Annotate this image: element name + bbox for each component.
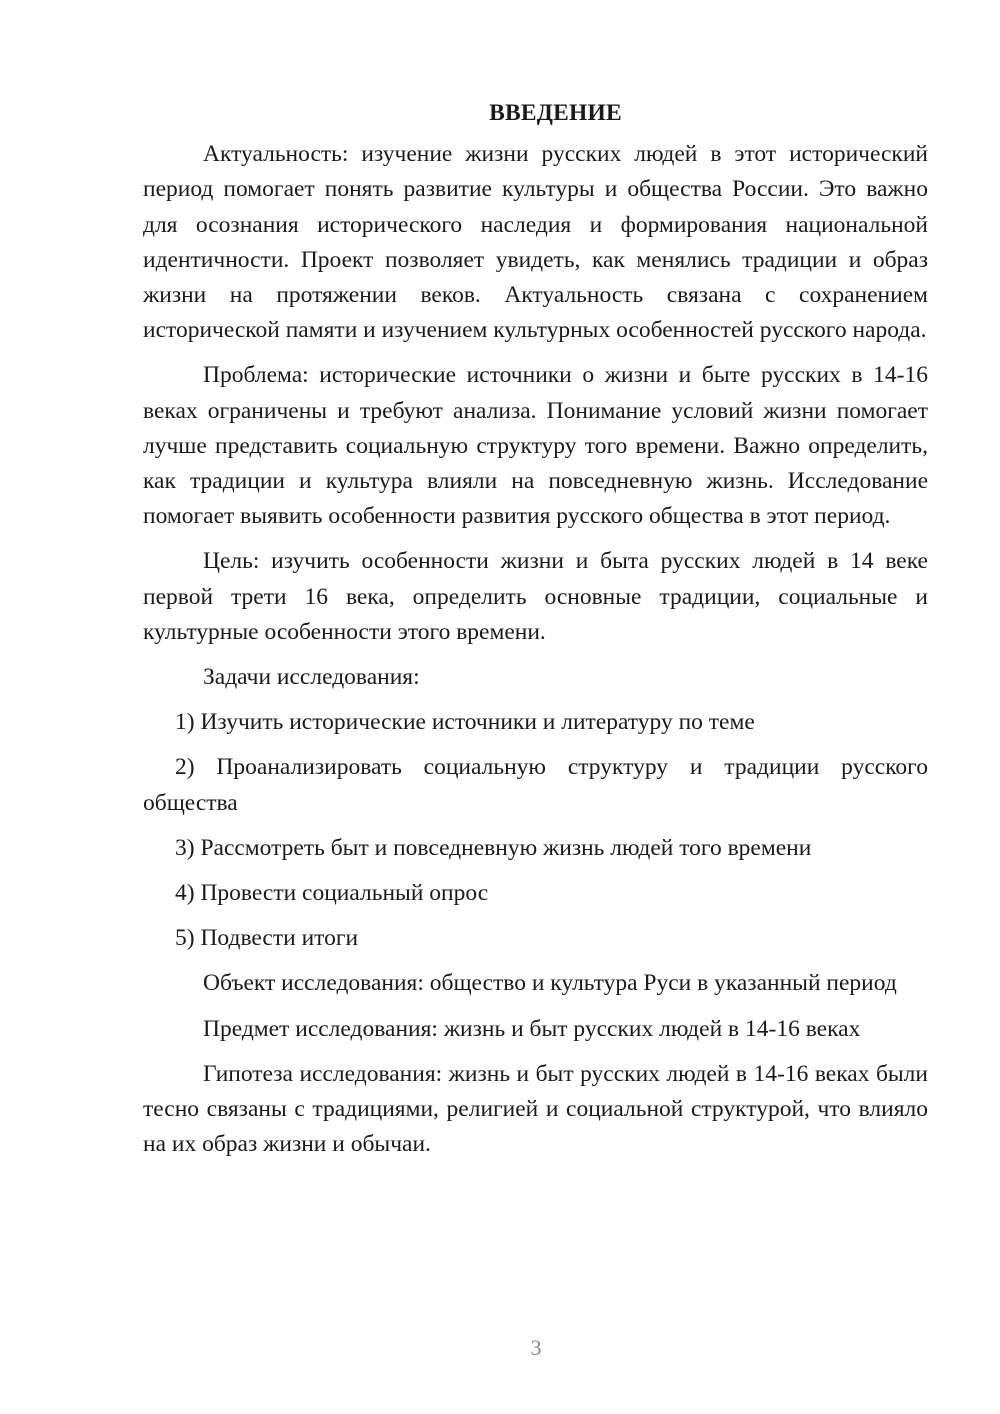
document-body	[143, 96, 928, 1172]
research-object-paragraph: Объект исследования: общество и культура Руси в указанный период	[203, 970, 897, 997]
relevance-paragraph: Актуальность: изучение жизни русских людей в этот исторический период помогает понять развитие культуры и общества России. Это важно для осознания исторического наследия и формирования национальной идентичности. Проект позволяет увидеть, как менялись традиции и образ жизни на протяжении веков. Актуальность связана с сохранением исторической памяти и изучением культурных особенностей русского народа.	[143, 141, 928, 344]
tasks-heading: Задачи исследования:	[203, 664, 420, 691]
task-item: 4) Провести социальный опрос	[175, 880, 489, 907]
page-number: 3	[530, 1335, 542, 1360]
task-item: 3) Рассмотреть быт и повседневную жизнь людей того времени	[175, 834, 812, 861]
hypothesis-paragraph: Гипотеза исследования: жизнь и быт русских людей в 14-16 веках были тесно связаны с традициями, религией и социальной структурой, что влияло на их образ жизни и обычаи.	[143, 1060, 928, 1158]
section-title: ВВЕДЕНИЕ	[489, 100, 622, 126]
task-item: 2) Проанализировать социальную структуру и традиции русского общества	[143, 754, 928, 816]
goal-paragraph: Цель: изучить особенности жизни и быта русских людей в 14 веке первой трети 16 века, определить основные традиции, социальные и культурные особенности этого времени.	[143, 548, 928, 645]
problem-paragraph: Проблема: исторические источники о жизни и быте русских в 14-16 веках ограничены и требуют анализа. Понимание условий жизни помогает лучше представить социальную структуру того времени. Важно определить, как традиции и культура влияли на повседневную жизнь. Исследование помогает выявить особенности развития русского общества в этот период.	[143, 362, 928, 530]
research-subject-paragraph: Предмет исследования: жизнь и быт русских людей в 14-16 веках	[203, 1015, 861, 1042]
task-item: 5) Подвести итоги	[175, 925, 359, 952]
task-item: 1) Изучить исторические источники и литературу по теме	[175, 709, 755, 736]
